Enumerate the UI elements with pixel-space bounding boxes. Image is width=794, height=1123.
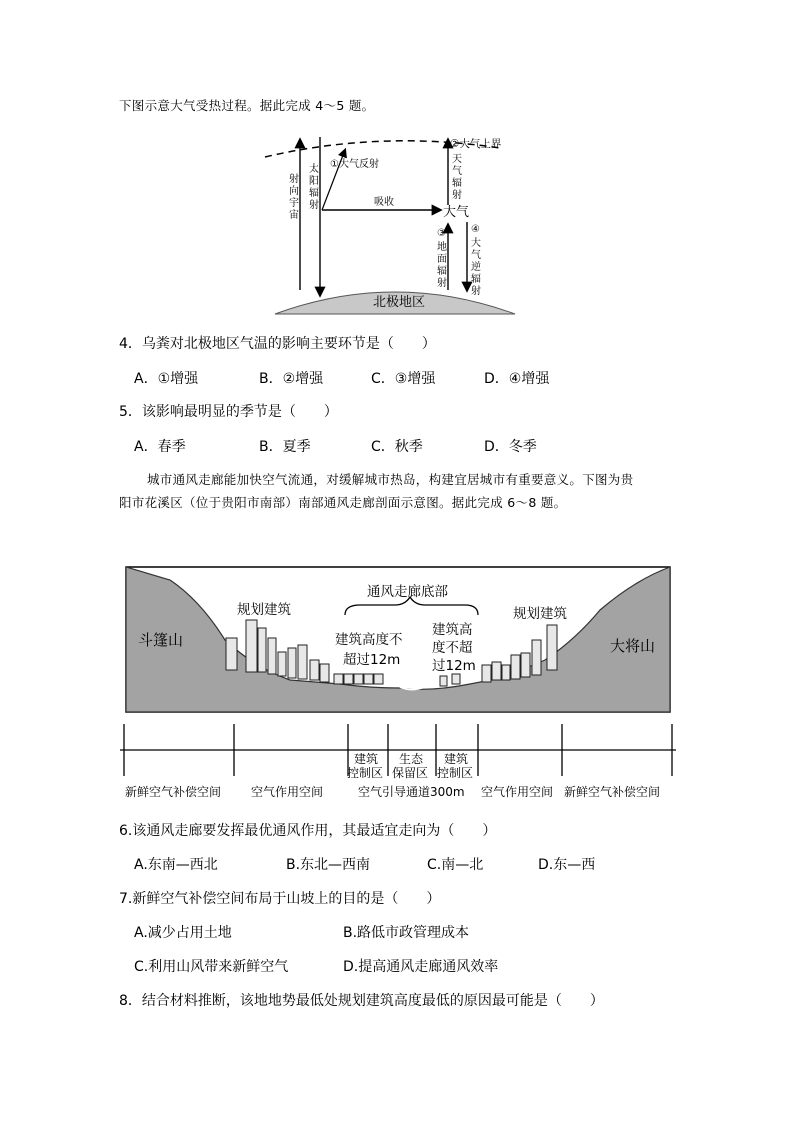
planned-buildings-left-label: 规划建筑 [237,602,291,618]
right-mountain-label: 大将山 [610,637,656,655]
svg-text:辐: 辐 [309,188,319,199]
intro-text-2-line-2: 阳市花溪区（位于贵阳市南部）南部通风走廊剖面示意图。据此完成 6～8 题。 [119,495,567,510]
zone-ctrl-left-1: 建筑 [354,752,379,766]
q6-option-d[interactable]: D.东—西 [538,857,596,873]
question-4-stem: 4．乌粪对北极地区气温的影响主要环节是（ ） [119,336,436,352]
svg-text:逆: 逆 [471,262,481,273]
svg-text:天: 天 [452,154,462,165]
height-limit-left-1: 建筑高度不 [335,632,403,648]
zone-fresh-right: 新鲜空气补偿空间 [564,785,661,799]
label-arctic-region: 北极地区 [373,295,426,310]
svg-text:③: ③ [437,228,446,239]
zone-fresh-left: 新鲜空气补偿空间 [125,785,222,799]
q7-option-c[interactable]: C.利用山风带来新鲜空气 [134,959,289,975]
svg-text:宇: 宇 [289,198,299,209]
q5-option-a[interactable]: A．春季 [134,439,186,455]
svg-text:太: 太 [309,164,319,175]
q4-option-b[interactable]: B．②增强 [259,371,324,387]
zone-eco-1: 生态 [399,752,424,766]
planned-buildings-right-label: 规划建筑 [513,606,567,622]
q7-option-d[interactable]: D.提高通风走廊通风效率 [343,959,499,975]
q7-option-a[interactable]: A.减少占用土地 [134,925,232,941]
label-atmosphere: 大气 [443,205,470,220]
svg-text:气: 气 [452,166,462,177]
svg-text:阳: 阳 [309,176,319,187]
svg-text:射: 射 [309,200,319,211]
zone-air-right: 空气作用空间 [481,785,554,799]
question-5-stem: 5．该影响最明显的季节是（ ） [119,404,338,420]
q5-option-c[interactable]: C．秋季 [371,439,423,455]
q7-option-b[interactable]: B.路低市政管理成本 [343,925,470,941]
question-7-stem: 7.新鲜空气补偿空间布局于山坡上的目的是（ ） [119,891,441,907]
zone-guide-channel: 空气引导通道300m [358,785,465,799]
svg-text:向: 向 [289,186,299,197]
svg-text:射: 射 [471,286,481,297]
svg-text:地: 地 [437,242,447,253]
zone-air-left: 空气作用空间 [251,785,324,799]
zone-eco-2: 保留区 [392,766,429,780]
height-limit-right-1: 建筑高 [432,622,473,638]
svg-text:辐: 辐 [471,274,481,285]
svg-text:面: 面 [437,254,447,265]
intro-text-2-line-1: 城市通风走廊能加快空气流通，对缓解城市热岛，构建宜居城市有重要意义。下图为贵 [147,472,634,487]
zone-ctrl-left-2: 控制区 [347,766,384,780]
svg-text:大: 大 [471,238,481,249]
svg-text:辐: 辐 [437,266,447,277]
zone-ctrl-right-2: 控制区 [437,766,474,780]
corridor-bottom-label: 通风走廊底部 [367,584,448,600]
svg-text:射: 射 [289,174,299,185]
zone-ctrl-right-1: 建筑 [444,752,469,766]
intro-text-1: 下图示意大气受热过程。据此完成 4～5 题。 [119,98,375,113]
label-upper-boundary: ②大气上界 [450,138,502,150]
height-limit-right-3: 过12m [432,658,476,674]
question-8-stem: 8．结合材料推断，该地地势最低处规划建筑高度最低的原因最可能是（ ） [119,993,604,1009]
question-6-stem: 6.该通风走廊要发挥最优通风作用，其最适宜走向为（ ） [119,823,497,839]
label-absorb: 吸收 [374,197,394,208]
q4-option-d[interactable]: D．④增强 [484,371,550,387]
q4-option-c[interactable]: C．③增强 [371,371,436,387]
svg-text:辐: 辐 [452,178,462,189]
height-limit-left-2: 超过12m [343,652,401,668]
svg-text:宙: 宙 [289,210,299,221]
buildings-control-left [334,674,383,684]
left-mountain-label: 斗篷山 [138,631,184,649]
height-limit-right-2: 度不超 [432,640,473,656]
svg-text:④: ④ [471,224,480,235]
q4-option-a[interactable]: A．①增强 [134,371,199,387]
svg-text:射: 射 [452,190,462,201]
q6-option-b[interactable]: B.东北—西南 [286,857,371,873]
svg-text:气: 气 [471,250,481,261]
q5-option-b[interactable]: B．夏季 [259,439,311,455]
q6-option-c[interactable]: C.南—北 [427,857,484,873]
label-atmosphere-reflection: ①大气反射 [330,159,379,170]
q5-option-d[interactable]: D．冬季 [484,439,537,455]
svg-text:射: 射 [437,278,447,289]
q6-option-a[interactable]: A.东南—西北 [134,857,218,873]
